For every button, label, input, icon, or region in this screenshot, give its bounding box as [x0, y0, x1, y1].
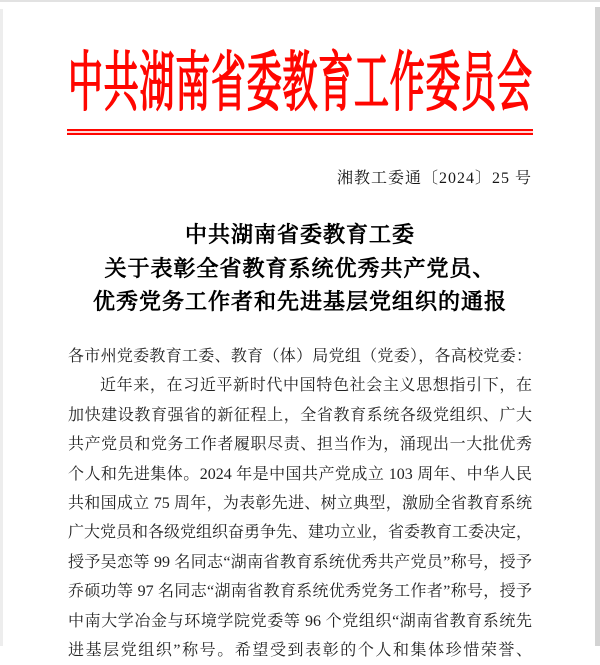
body-line: 广大党员和各级党组织奋勇争先、建功立业，省委教育工委决定，: [68, 524, 533, 542]
body-line: 中南大学冶金与环境学院党委等 96 个党组织“湖南省教育系统先: [68, 612, 532, 630]
body-line: 个人和先进集体。2024 年是中国共产党成立 103 周年、中华人民: [68, 465, 532, 483]
document-title-line-1: 中共湖南省委教育工委: [184, 222, 415, 247]
document-number: 湘教工委通〔2024〕25 号: [336, 170, 532, 187]
page-top-edge: [0, 0, 600, 2]
body-line: 加快建设教育强省的新征程上，全省教育系统各级党组织、广大: [68, 406, 532, 424]
body-line: 乔硕功等 97 名同志“湖南省教育系统优秀党务工作者”称号，授予: [68, 583, 532, 601]
body-line: 共和国成立 75 周年，为表彰先进、树立典型，激励全省教育系统: [68, 494, 532, 512]
body-line-clipped: 进基层党组织”称号。希望受到表彰的个人和集体珍惜荣誉、: [68, 641, 532, 659]
body-line: 共产党员和党务工作者履职尽责、担当作为，涌现出一大批优秀: [68, 436, 532, 454]
document-body: [68, 342, 533, 659]
body-line: 近年来，在习近平新时代中国特色社会主义思想指引下，在: [100, 377, 532, 395]
salutation-line: 各市州党委教育工委、教育（体）局党组（党委），各高校党委：: [68, 348, 532, 365]
page-right-edge: [595, 7, 600, 646]
red-double-rule: [67, 129, 533, 135]
document-title-line-2: 关于表彰全省教育系统优秀共产党员、: [104, 255, 496, 281]
page-left-edge: [0, 9, 3, 646]
document-title: [50, 218, 550, 319]
red-masthead-org-name: 中共湖南省委教育工作委员会: [68, 47, 532, 120]
document-title-line-3: 优秀党务工作者和先进基层党组织的通报: [92, 289, 507, 314]
body-line: 授予吴恋等 99 名同志“湖南省教育系统优秀共产党员”称号，授予: [68, 553, 532, 571]
